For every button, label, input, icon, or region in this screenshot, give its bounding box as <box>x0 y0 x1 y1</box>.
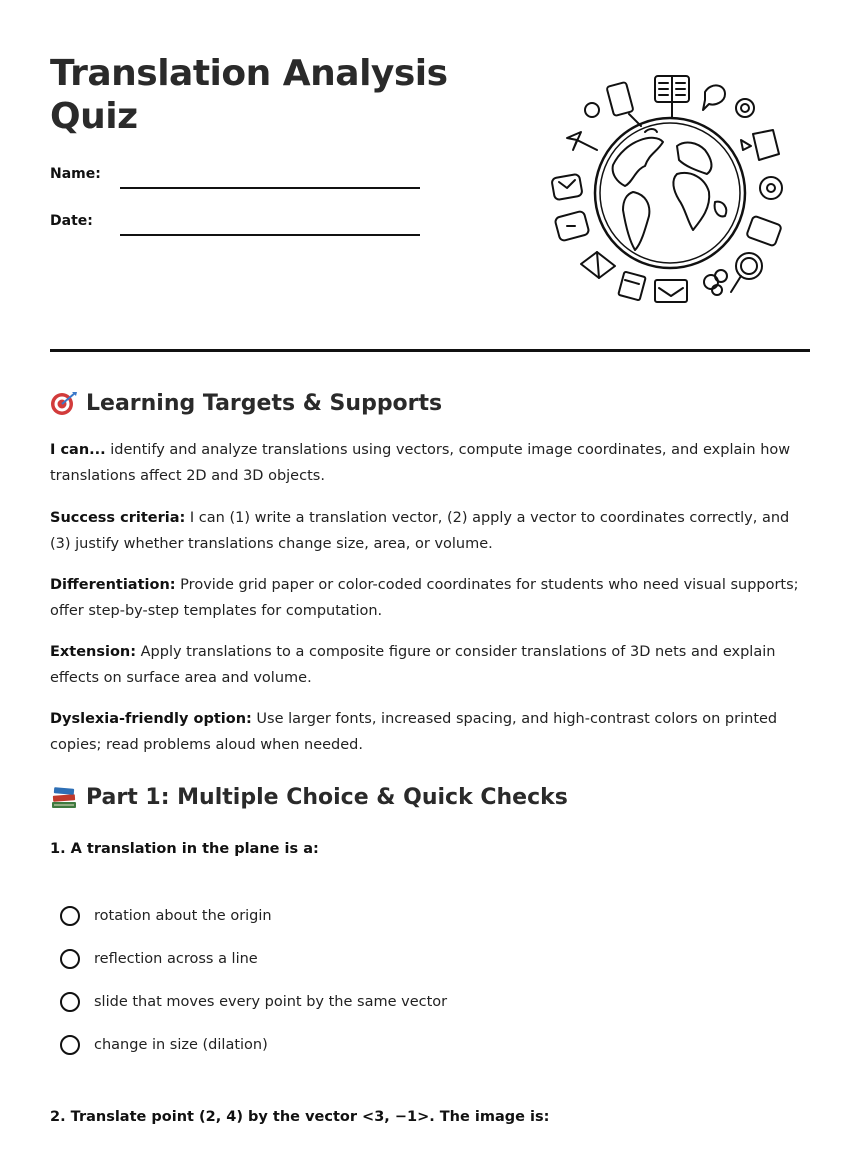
target-differentiation: Differentiation: Provide grid paper or color-coded coordinates for students who need visual supports; offer step-by-step templates for computation. <box>50 577 799 619</box>
target-icon <box>50 390 78 416</box>
target-success-criteria: Success criteria: I can (1) write a translation vector, (2) apply a vector to coordinates correctly, and (3) justify whether translations change size, area, or volume. <box>50 510 790 552</box>
globe-illustration <box>545 70 795 310</box>
page-title: Translation Analysis Quiz <box>50 53 448 137</box>
header-divider <box>50 349 810 352</box>
question-2-text: 2. Translate point (2, 4) by the vector <3, −1>. The image is: <box>50 1109 550 1125</box>
target-i-can: I can... identify and analyze translations using vectors, compute image coordinates, and explain how translations affect 2D and 3D objects. <box>50 442 791 484</box>
question-1-option-b[interactable]: reflection across a line <box>60 947 258 971</box>
date-field[interactable] <box>120 234 420 236</box>
question-1-text: 1. A translation in the plane is a: <box>50 841 319 857</box>
date-label: Date: <box>50 213 93 229</box>
question-1-option-d[interactable]: change in size (dilation) <box>60 1033 268 1057</box>
name-label: Name: <box>50 166 101 182</box>
name-field[interactable] <box>120 187 420 189</box>
books-icon <box>50 784 78 810</box>
radio-button[interactable] <box>60 906 80 926</box>
radio-button[interactable] <box>60 1035 80 1055</box>
target-extension: Extension: Apply translations to a composite figure or consider translations of 3D nets and explain effects on surface area and volume. <box>50 644 776 686</box>
target-dyslexia-friendly: Dyslexia-friendly option: Use larger fonts, increased spacing, and high-contrast colors on printed copies; read problems aloud when needed. <box>50 711 778 753</box>
part1-heading <box>50 784 568 810</box>
radio-button[interactable] <box>60 949 80 969</box>
learning-targets-title: Learning Targets & Supports <box>86 390 443 416</box>
learning-targets-heading <box>50 390 442 416</box>
radio-button[interactable] <box>60 992 80 1012</box>
question-1-option-a[interactable]: rotation about the origin <box>60 904 272 928</box>
part1-title: Part 1: Multiple Choice & Quick Checks <box>86 784 568 810</box>
question-1-option-c[interactable]: slide that moves every point by the same vector <box>60 990 447 1014</box>
